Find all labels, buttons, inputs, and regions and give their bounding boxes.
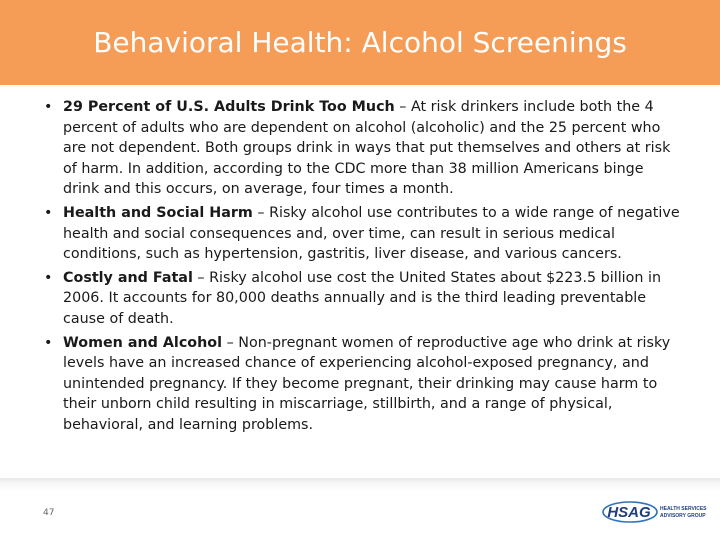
bullet-text: – Risky alcohol use contributes to a wide range of negative health and social consequences and, over time, can result in serious medical conditions, such as hypertension, gastritis, liver disease, and various cancers. [63,204,680,263]
bullet-dot-icon: • [44,334,53,351]
bullet-item [44,333,684,436]
bullet-text: – Risky alcohol use cost the United States about $223.5 billion in 2006. It accounts for 80,000 deaths annually and is the third leading preventable cause of death. [63,269,662,327]
bullet-heading: Health and Social Harm [63,204,253,221]
title-bar [0,0,720,85]
bullet-text: – Non-pregnant women of reproductive age who drink at risky levels have an increased chance of experiencing alcohol-exposed pregnancy, and unintended pregnancy. If they become pregnant, their drinking may cause harm to their unborn child resulting in miscarriage, stillbirth, and a range of physical, behavioral, and learning problems. [63,334,671,433]
logo-tagline-line2: ADVISORY GROUP [660,513,706,519]
bullet-heading: 29 Percent of U.S. Adults Drink Too Much [63,99,395,115]
bullet-text: – At risk drinkers include both the 4 percent of adults who are dependent on alcohol (alcoholic) and the 25 percent who are not dependent. Both groups drink in ways that put themselves and others at risk of harm. In addition, according to the CDC more than 38 million Americans binge drink and this occurs, on average, four times a month. [63,99,671,198]
bullet-item [44,97,684,200]
bullet-item [44,268,684,330]
bullet-heading: Costly and Fatal [63,269,193,286]
bullet-dot-icon: • [44,269,53,286]
bullet-item [44,203,684,265]
bullet-dot-icon: • [44,99,53,115]
hsag-logo [600,497,707,527]
logo-tagline-line1: HEALTH SERVICES [660,506,707,512]
bullet-list [44,97,684,439]
bullet-dot-icon: • [44,204,53,221]
bullet-heading: Women and Alcohol [63,334,223,351]
slide-title: Behavioral Health: Alcohol Screenings [93,26,627,59]
logo-wordmark: HSAG [607,504,651,521]
page-number: 47 [43,508,55,518]
